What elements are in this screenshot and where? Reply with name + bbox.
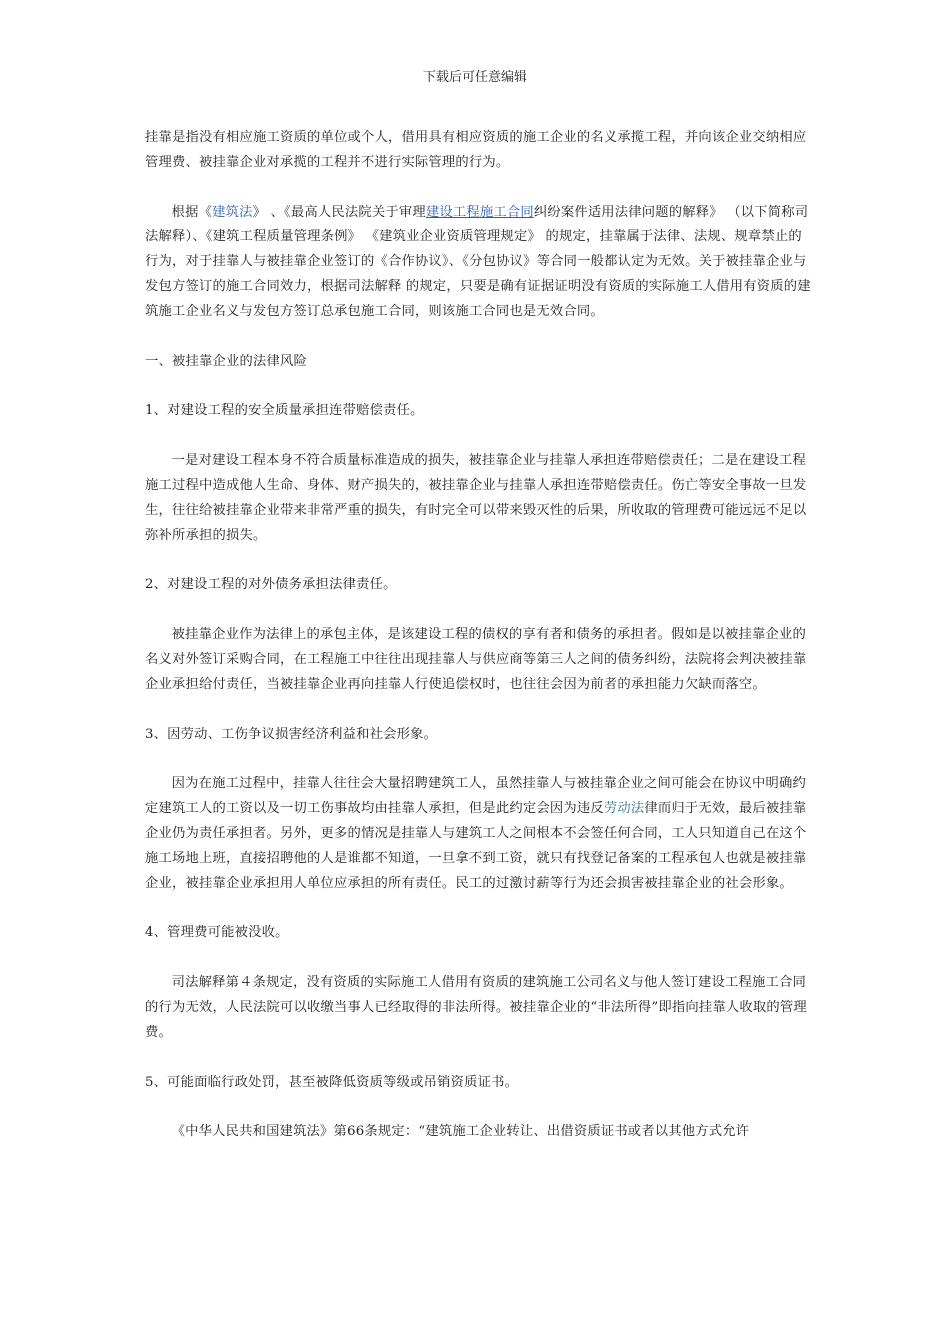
risk-2-body: 被挂靠企业作为法律上的承包主体，是该建设工程的债权的享有者和债务的承担者。假如是以被挂靠企业的名义对外签订采购合同，在工程施工中往往出现挂靠人与供应商等第三人之间的债务纠纷，法院将会判决被挂靠企业承担给付责任，当被挂靠企业再向挂靠人行使追偿权时，也往往会因为前者的承担能力欠缺而落空。 [145,627,807,692]
risk-4-title: 4、管理费可能被没收。 [145,925,289,941]
document-body [145,126,813,1145]
risk-3-text-a: 因为在施工过程中，挂靠人往往会大量招聘建筑工人，虽然挂靠人与被挂靠企业之间可能会在协议中明确约定建筑工人的工资以及一切工伤事故均由挂靠人承担，但是此约定会因为违反 [145,776,806,817]
risk-3-body [145,772,813,896]
definition-paragraph: 挂靠是指没有相应施工资质的单位或个人，借用具有相应资质的施工企业的名义承揽工程，并向该企业交纳相应管理费、被挂靠企业对承揽的工程并不进行实际管理的行为。 [145,130,807,170]
risk-2-title: 2、对建设工程的对外债务承担法律责任。 [145,577,397,593]
legal-basis-paragraph [145,201,813,325]
legal-basis-text-c: 纠纷案件适用法律问题的解释》 （以下简称司法解释）、《建筑工程质量管理条例》 《建筑业企业资质管理规定》 的规定，挂靠属于法律、法规、规章禁止的行为，对于挂靠人与被挂靠企业签订的《合作协议》、《分包协议》等合同一般都认定为无效。关于被挂靠企业与发包方签订的施工合同效力，根据司法解释 的规定，只要是确有证据证明没有资质的实际施工人借用有资质的建筑施工企业名义与发包方签订总承包施工合同，则该施工合同也是无效合同。 [145,204,811,319]
construction-contract-link[interactable]: 建设工程施工合同 [425,204,534,220]
section-heading: 一、被挂靠企业的法律风险 [145,353,307,369]
risk-1-title: 1、对建设工程的安全质量承担连带赔偿责任。 [145,403,424,419]
risk-5-title: 5、可能面临行政处罚，甚至被降低资质等级或吊销资质证书。 [145,1074,519,1090]
risk-4-body: 司法解释第４条规定，没有资质的实际施工人借用有资质的建筑施工公司名义与他人签订建设工程施工合同的行为无效，人民法院可以收缴当事人已经取得的非法所得。被挂靠企业的“非法所得”即指向挂靠人收取的管理费。 [145,975,807,1040]
labor-law-link[interactable]: 劳动法 [603,801,645,817]
risk-3-text-b: 律而归于无效，最后被挂靠企业仍为责任承担者。另外，更多的情况是挂靠人与建筑工人之间根本不会签任何合同，工人只知道自己在这个施工场地上班，直接招聘他的人是谁都不知道，一旦拿不到工资，就只有找登记备案的工程承包人也就是被挂靠企业，被挂靠企业承担用人单位应承担的所有责任。民工的过激讨薪等行为还会损害被挂靠企业的社会形象。 [145,801,807,891]
legal-basis-text-a: 根据《 [171,204,213,220]
construction-law-link[interactable]: 建筑法 [212,204,253,220]
risk-1-body: 一是对建设工程本身不符合质量标准造成的损失，被挂靠企业与挂靠人承担连带赔偿责任；二是在建设工程施工过程中造成他人生命、身体、财产损失的，被挂靠企业与挂靠人承担连带赔偿责任。伤亡等安全事故一旦发生，往往给被挂靠企业带来非常严重的损失，有时完全可以带来毁灭性的后果，所收取的管理费可能远远不足以弥补所承担的损失。 [145,453,807,543]
risk-5-body: 《中华人民共和国建筑法》第66条规定：“建筑施工企业转让、出借资质证书或者以其他方式允许 [171,1124,750,1140]
risk-3-title: 3、因劳动、工伤争议损害经济利益和社会形象。 [145,726,438,742]
legal-basis-text-b: 》 、《最高人民法院关于审理 [252,204,426,220]
page-header: 下载后可任意编辑 [422,70,527,85]
